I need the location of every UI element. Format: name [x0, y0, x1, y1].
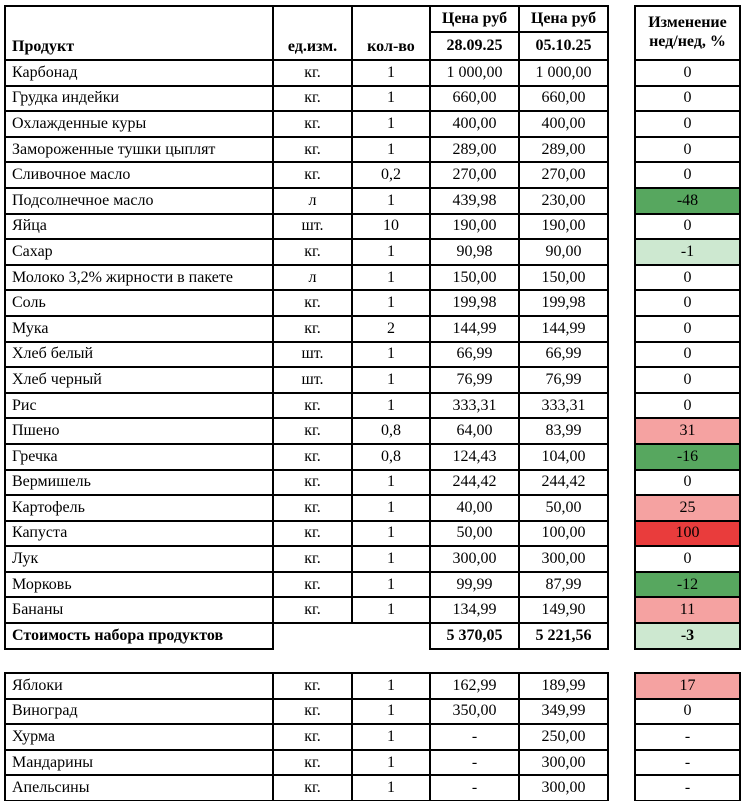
qty-cell: 1 [353, 725, 431, 751]
unit-cell: шт. [274, 343, 353, 369]
fruits-rows [6, 674, 609, 801]
price1-cell: 400,00 [431, 112, 520, 138]
fruits-table [4, 672, 609, 801]
header-price-2 [520, 7, 609, 61]
product-name-cell: Виноград [6, 700, 274, 726]
table-row [6, 547, 609, 573]
product-name-cell: Рис [6, 394, 274, 420]
qty-cell: 0,8 [353, 445, 431, 471]
qty-cell: 1 [353, 394, 431, 420]
table-row [6, 419, 609, 445]
unit-cell: кг. [274, 394, 353, 420]
table-row [6, 700, 609, 726]
table-row [6, 87, 609, 113]
qty-cell: 1 [353, 112, 431, 138]
product-name-cell: Замороженные тушки цыплят [6, 138, 274, 164]
unit-cell: кг. [274, 317, 353, 343]
product-name-cell: Хлеб черный [6, 368, 274, 394]
unit-cell: кг. [274, 61, 353, 87]
change-cell: 0 [636, 368, 739, 394]
change-cell: 0 [636, 138, 739, 164]
qty-cell: 1 [353, 547, 431, 573]
price1-cell: 99,99 [431, 573, 520, 599]
qty-cell: 1 [353, 573, 431, 599]
qty-cell: 1 [353, 522, 431, 548]
table-row [6, 573, 609, 599]
unit-cell: кг. [274, 674, 353, 700]
price2-cell: 50,00 [520, 496, 609, 522]
change-cell: 25 [636, 496, 739, 522]
unit-cell: кг. [274, 445, 353, 471]
price1-cell: 190,00 [431, 215, 520, 241]
unit-cell: кг. [274, 87, 353, 113]
total-price2-cell: 5 221,56 [520, 624, 609, 650]
change-header-line2: нед/нед, % [649, 33, 726, 50]
qty-cell: 1 [353, 674, 431, 700]
product-name-cell: Хурма [6, 725, 274, 751]
price2-cell: 150,00 [520, 266, 609, 292]
price1-cell: 144,99 [431, 317, 520, 343]
table-row [6, 317, 609, 343]
header-date-2: 05.10.25 [535, 37, 592, 54]
unit-cell: кг. [274, 776, 353, 801]
change-cell: 31 [636, 419, 739, 445]
qty-cell: 1 [353, 700, 431, 726]
table-row [6, 522, 609, 548]
product-name-cell: Мандарины [6, 751, 274, 777]
change-cell: -48 [636, 189, 739, 215]
price2-cell: 66,99 [520, 343, 609, 369]
price1-cell: 64,00 [431, 419, 520, 445]
price2-cell: 230,00 [520, 189, 609, 215]
qty-cell: 1 [353, 266, 431, 292]
qty-cell: 1 [353, 138, 431, 164]
change-header-line1: Изменение [648, 14, 727, 32]
price2-cell: 87,99 [520, 573, 609, 599]
price2-cell: 300,00 [520, 547, 609, 573]
price1-cell: 50,00 [431, 522, 520, 548]
header-price-label-1: Цена руб [431, 7, 518, 33]
price1-cell: 76,99 [431, 368, 520, 394]
products-band [4, 5, 741, 650]
header-product: Продукт [6, 7, 274, 61]
product-name-cell: Картофель [6, 496, 274, 522]
unit-cell: кг. [274, 240, 353, 266]
qty-cell: 1 [353, 496, 431, 522]
qty-cell: 1 [353, 87, 431, 113]
change-cell: 0 [636, 317, 739, 343]
product-name-cell: Морковь [6, 573, 274, 599]
qty-cell: 2 [353, 317, 431, 343]
product-name-cell: Хлеб белый [6, 343, 274, 369]
change-cell: 0 [636, 343, 739, 369]
change-cell: 0 [636, 291, 739, 317]
qty-cell: 10 [353, 215, 431, 241]
product-name-cell: Сливочное масло [6, 163, 274, 189]
change-cell: 11 [636, 598, 739, 624]
change-cell: 17 [636, 674, 739, 700]
price1-cell: 333,31 [431, 394, 520, 420]
product-name-cell: Молоко 3,2% жирности в пакете [6, 266, 274, 292]
price2-cell: 90,00 [520, 240, 609, 266]
qty-cell: 1 [353, 189, 431, 215]
table-row [6, 496, 609, 522]
price2-cell: 83,99 [520, 419, 609, 445]
unit-cell: кг. [274, 471, 353, 497]
total-price1-cell: 5 370,05 [431, 624, 520, 650]
qty-cell: 0,2 [353, 163, 431, 189]
table-row [6, 725, 609, 751]
unit-cell: шт. [274, 368, 353, 394]
price2-cell: 289,00 [520, 138, 609, 164]
change-cell: 0 [636, 215, 739, 241]
qty-cell: 1 [353, 61, 431, 87]
product-name-cell: Охлажденные куры [6, 112, 274, 138]
price2-cell: 349,99 [520, 700, 609, 726]
qty-cell: 0,8 [353, 419, 431, 445]
change-cell: 0 [636, 700, 739, 726]
price2-cell: 244,42 [520, 471, 609, 497]
price2-cell: 104,00 [520, 445, 609, 471]
table-row [6, 240, 609, 266]
header-qty: кол-во [353, 7, 431, 61]
price2-cell: 76,99 [520, 368, 609, 394]
price2-cell: 300,00 [520, 751, 609, 777]
unit-cell: кг. [274, 700, 353, 726]
price1-cell: 1 000,00 [431, 61, 520, 87]
change-cell: 100 [636, 522, 739, 548]
unit-cell: кг. [274, 419, 353, 445]
product-name-cell: Карбонад [6, 61, 274, 87]
qty-cell: 1 [353, 240, 431, 266]
change-cell: 0 [636, 547, 739, 573]
price1-cell: 244,42 [431, 471, 520, 497]
price1-cell: - [431, 725, 520, 751]
total-empty-cell [274, 624, 431, 650]
price1-cell: 350,00 [431, 700, 520, 726]
unit-cell: шт. [274, 215, 353, 241]
fruits-change-column [634, 672, 741, 801]
product-name-cell: Капуста [6, 522, 274, 548]
products-table [4, 5, 609, 650]
change-cell: 0 [636, 112, 739, 138]
unit-cell: кг. [274, 522, 353, 548]
product-name-cell: Соль [6, 291, 274, 317]
change-cell: 0 [636, 266, 739, 292]
price1-cell: 289,00 [431, 138, 520, 164]
fruits-band [4, 672, 741, 801]
table-row [6, 163, 609, 189]
price2-cell: 250,00 [520, 725, 609, 751]
change-cell: 0 [636, 163, 739, 189]
table-row [6, 189, 609, 215]
product-name-cell: Лук [6, 547, 274, 573]
qty-cell: 1 [353, 471, 431, 497]
product-name-cell: Грудка индейки [6, 87, 274, 113]
price1-cell: 199,98 [431, 291, 520, 317]
change-cell: 0 [636, 87, 739, 113]
price2-cell: 333,31 [520, 394, 609, 420]
price2-cell: 660,00 [520, 87, 609, 113]
unit-cell: кг. [274, 291, 353, 317]
table-row [6, 343, 609, 369]
qty-cell: 1 [353, 343, 431, 369]
table-row [6, 776, 609, 801]
price1-cell: 162,99 [431, 674, 520, 700]
product-name-cell: Сахар [6, 240, 274, 266]
table-row [6, 674, 609, 700]
price1-cell: - [431, 751, 520, 777]
unit-cell: кг. [274, 112, 353, 138]
table-row [6, 112, 609, 138]
unit-cell: кг. [274, 725, 353, 751]
unit-cell: кг. [274, 163, 353, 189]
change-cells [636, 61, 739, 624]
price1-cell: 660,00 [431, 87, 520, 113]
price1-cell: 270,00 [431, 163, 520, 189]
product-name-cell: Яйца [6, 215, 274, 241]
price1-cell: 300,00 [431, 547, 520, 573]
table-row [6, 394, 609, 420]
header-unit: ед.изм. [274, 7, 353, 61]
qty-cell: 1 [353, 751, 431, 777]
product-name-cell: Гречка [6, 445, 274, 471]
products-table-header [6, 7, 609, 61]
qty-cell: 1 [353, 291, 431, 317]
fruits-change-cells [636, 674, 739, 801]
unit-cell: кг. [274, 496, 353, 522]
table-row [6, 368, 609, 394]
table-row [6, 751, 609, 777]
change-column [634, 5, 741, 650]
table-row [6, 266, 609, 292]
price2-cell: 1 000,00 [520, 61, 609, 87]
change-total-cell: -3 [636, 624, 739, 650]
table-row [6, 471, 609, 497]
change-cell: -12 [636, 573, 739, 599]
change-cell: -1 [636, 240, 739, 266]
price2-cell: 189,99 [520, 674, 609, 700]
change-cell: - [636, 776, 739, 801]
product-name-cell: Бананы [6, 598, 274, 624]
price1-cell: - [431, 776, 520, 801]
change-cell: 0 [636, 394, 739, 420]
price2-cell: 100,00 [520, 522, 609, 548]
price1-cell: 40,00 [431, 496, 520, 522]
change-column-header [636, 7, 739, 61]
unit-cell: кг. [274, 547, 353, 573]
table-row [6, 445, 609, 471]
qty-cell: 1 [353, 368, 431, 394]
header-price-label-2: Цена руб [520, 7, 607, 33]
change-cell: 0 [636, 471, 739, 497]
unit-cell: кг. [274, 751, 353, 777]
product-name-cell: Вермишель [6, 471, 274, 497]
unit-cell: л [274, 266, 353, 292]
table-row [6, 598, 609, 624]
price2-cell: 190,00 [520, 215, 609, 241]
price1-cell: 439,98 [431, 189, 520, 215]
unit-cell: кг. [274, 138, 353, 164]
change-cell: - [636, 725, 739, 751]
price2-cell: 270,00 [520, 163, 609, 189]
table-row [6, 138, 609, 164]
price2-cell: 199,98 [520, 291, 609, 317]
qty-cell: 1 [353, 598, 431, 624]
product-name-cell: Мука [6, 317, 274, 343]
products-rows [6, 61, 609, 624]
change-cell: 0 [636, 61, 739, 87]
header-date-1: 28.09.25 [446, 37, 503, 54]
price1-cell: 66,99 [431, 343, 520, 369]
price2-cell: 144,99 [520, 317, 609, 343]
table-row [6, 215, 609, 241]
product-name-cell: Яблоки [6, 674, 274, 700]
price2-cell: 400,00 [520, 112, 609, 138]
change-cell: - [636, 751, 739, 777]
table-row [6, 61, 609, 87]
product-name-cell: Апельсины [6, 776, 274, 801]
table-row [6, 291, 609, 317]
total-row [6, 624, 609, 650]
price1-cell: 150,00 [431, 266, 520, 292]
header-price-1 [431, 7, 520, 61]
unit-cell: кг. [274, 598, 353, 624]
total-label-cell: Стоимость набора продуктов [6, 624, 274, 650]
qty-cell: 1 [353, 776, 431, 801]
product-name-cell: Пшено [6, 419, 274, 445]
price2-cell: 300,00 [520, 776, 609, 801]
change-cell: -16 [636, 445, 739, 471]
price1-cell: 90,98 [431, 240, 520, 266]
unit-cell: кг. [274, 573, 353, 599]
product-name-cell: Подсолнечное масло [6, 189, 274, 215]
price1-cell: 134,99 [431, 598, 520, 624]
unit-cell: л [274, 189, 353, 215]
price1-cell: 124,43 [431, 445, 520, 471]
price2-cell: 149,90 [520, 598, 609, 624]
